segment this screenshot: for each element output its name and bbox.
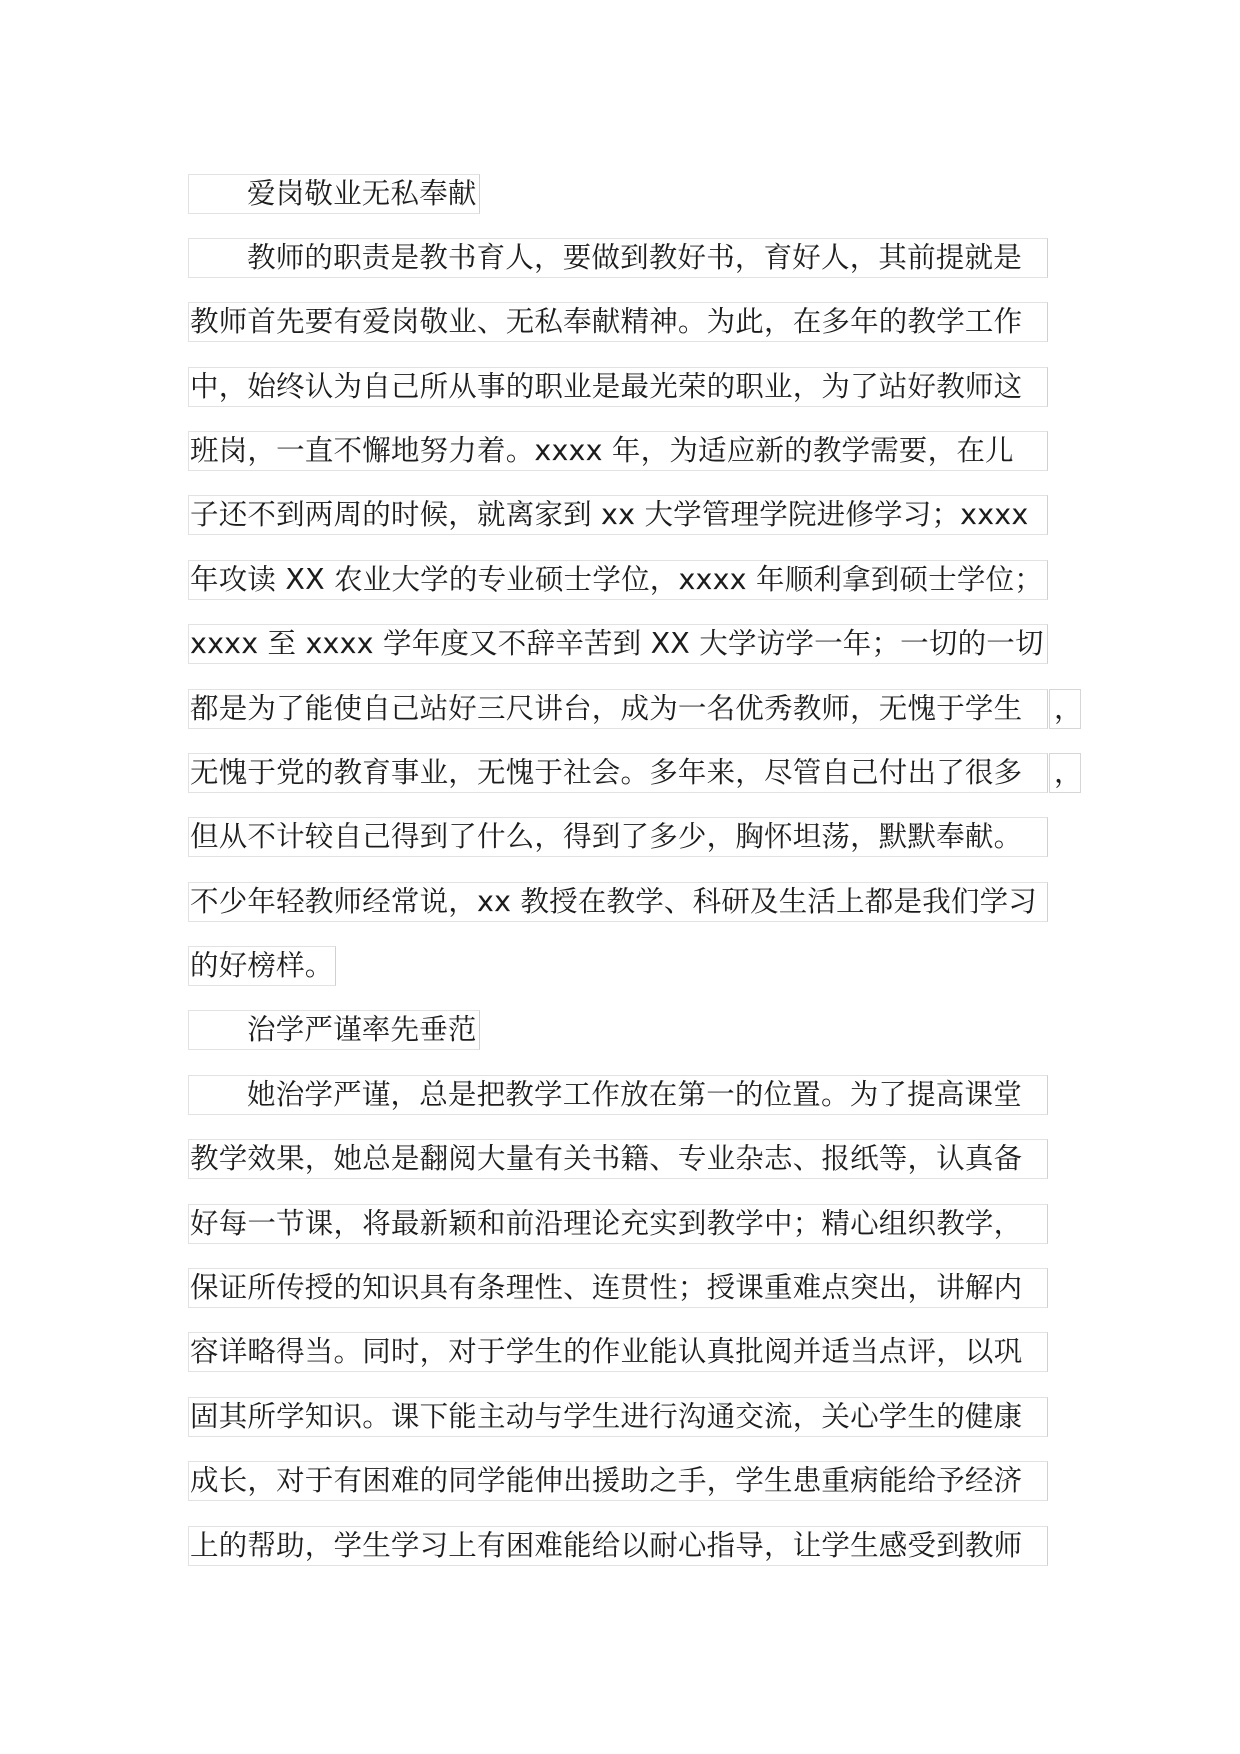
paragraph-line: 好每一节课，将最新颖和前沿理论充实到教学中；精心组织教学，: [188, 1204, 1048, 1244]
paragraph-line: 容详略得当。同时，对于学生的作业能认真批阅并适当点评，以巩: [188, 1332, 1048, 1372]
paragraph-line: 教学效果，她总是翻阅大量有关书籍、专业杂志、报纸等，认真备: [188, 1139, 1048, 1179]
paragraph-line: 子还不到两周的时候，就离家到 xx 大学管理学院进修学习；xxxx: [188, 495, 1048, 535]
line-text: 无愧于党的教育事业，无愧于社会。多年来，尽管自己付出了很多: [190, 756, 1023, 789]
paragraph-line: 她治学严谨，总是把教学工作放在第一的位置。为了提高课堂: [188, 1075, 1048, 1115]
line-text: 都是为了能使自己站好三尺讲台，成为一名优秀教师，无愧于学生: [190, 692, 1023, 725]
paragraph-line: xxxx 至 xxxx 学年度又不辞辛苦到 XX 大学访学一年；一切的一切: [188, 624, 1048, 664]
paragraph-line: 但从不计较自己得到了什么，得到了多少，胸怀坦荡，默默奉献。: [188, 817, 1048, 857]
paragraph-line: 教师的职责是教书育人，要做到教好书，育好人，其前提就是: [188, 238, 1048, 278]
paragraph-line: 班岗，一直不懈地努力着。xxxx 年，为适应新的教学需要，在儿: [188, 431, 1048, 471]
section-heading: 爱岗敬业无私奉献: [188, 174, 480, 214]
paragraph-line: 中，始终认为自己所从事的职业是最光荣的职业，为了站好教师这: [188, 367, 1048, 407]
paragraph-line: 的好榜样。: [188, 946, 336, 986]
paragraph-line: [188, 753, 1083, 793]
paragraph-line: 保证所传授的知识具有条理性、连贯性；授课重难点突出，讲解内: [188, 1268, 1048, 1308]
paragraph-line: 教师首先要有爱岗敬业、无私奉献精神。为此，在多年的教学工作: [188, 302, 1048, 342]
paragraph-line: 不少年轻教师经常说，xx 教授在教学、科研及生活上都是我们学习: [188, 882, 1048, 922]
paragraph-line: 年攻读 XX 农业大学的专业硕士学位，xxxx 年顺利拿到硕士学位；: [188, 560, 1048, 600]
paragraph-line: 成长，对于有困难的同学能伸出援助之手，学生患重病能给予经济: [188, 1461, 1048, 1501]
section-heading: 治学严谨率先垂范: [188, 1010, 480, 1050]
overflow-punctuation: ，: [1049, 689, 1081, 729]
paragraph-line: 固其所学知识。课下能主动与学生进行沟通交流，关心学生的健康: [188, 1397, 1048, 1437]
paragraph-line: [188, 689, 1083, 729]
overflow-punctuation: ，: [1049, 753, 1081, 793]
paragraph-line: 上的帮助，学生学习上有困难能给以耐心指导，让学生感受到教师: [188, 1526, 1048, 1566]
